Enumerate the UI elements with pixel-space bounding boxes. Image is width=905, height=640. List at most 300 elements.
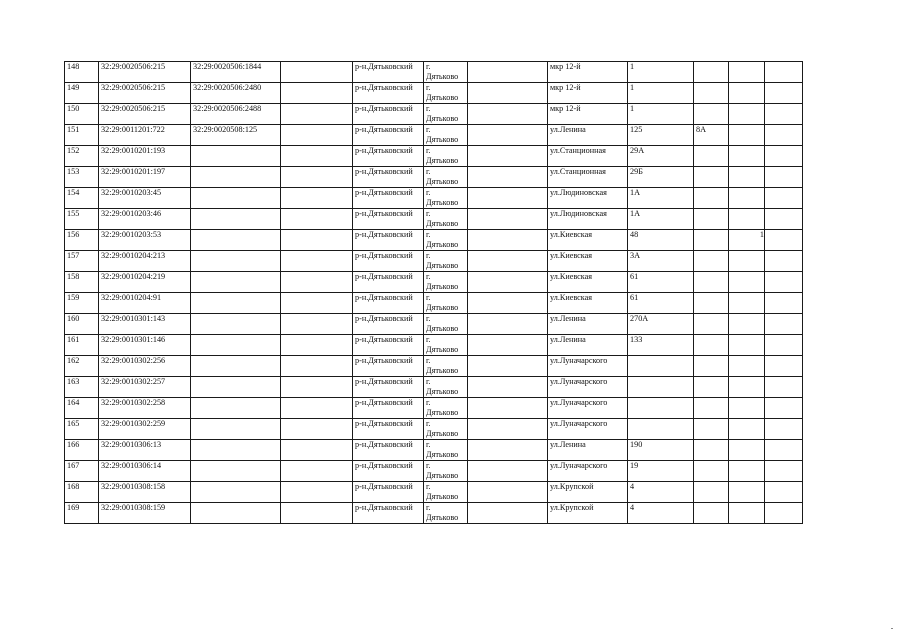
- blank-cell: [765, 398, 803, 419]
- blank-cell: [468, 83, 548, 104]
- city-cell: [424, 377, 468, 398]
- city-name: Дятьково: [426, 449, 459, 459]
- object-cadastral-number: [191, 188, 281, 209]
- cadastral-number: 32:29:0010308:159: [99, 503, 191, 524]
- blank-cell: [281, 230, 353, 251]
- row-number: 168: [65, 482, 99, 503]
- house-number-cell: 61: [628, 272, 694, 293]
- blank-cell: [765, 83, 803, 104]
- cadastral-number: 32:29:0010301:143: [99, 314, 191, 335]
- table-row: [65, 230, 803, 251]
- building-cell: [694, 482, 729, 503]
- house-number-cell: [628, 398, 694, 419]
- cadastral-number: 32:29:0010204:91: [99, 293, 191, 314]
- street-cell: ул.Луначарского: [548, 356, 628, 377]
- city-cell: [424, 83, 468, 104]
- district-cell: р-н.Дятьковский: [353, 188, 424, 209]
- blank-cell: [765, 482, 803, 503]
- table-row: [65, 482, 803, 503]
- table-row: [65, 398, 803, 419]
- extra-cell: [729, 482, 765, 503]
- blank-cell: [468, 293, 548, 314]
- city-prefix: г.: [426, 398, 431, 407]
- city-cell: [424, 503, 468, 524]
- extra-cell: [729, 293, 765, 314]
- table-row: [65, 419, 803, 440]
- blank-cell: [765, 503, 803, 524]
- blank-cell: [468, 482, 548, 503]
- city-prefix: г.: [426, 167, 431, 176]
- street-cell: ул.Ленина: [548, 125, 628, 146]
- object-cadastral-number: [191, 503, 281, 524]
- blank-cell: [765, 419, 803, 440]
- street-cell: ул.Людиновская: [548, 209, 628, 230]
- blank-cell: [468, 503, 548, 524]
- blank-cell: [468, 272, 548, 293]
- city-cell: [424, 251, 468, 272]
- blank-cell: [765, 146, 803, 167]
- row-number: 156: [65, 230, 99, 251]
- object-cadastral-number: [191, 293, 281, 314]
- district-cell: р-н.Дятьковский: [353, 62, 424, 83]
- city-prefix: г.: [426, 377, 431, 386]
- blank-cell: [468, 377, 548, 398]
- street-cell: ул.Станционная: [548, 146, 628, 167]
- city-prefix: г.: [426, 209, 431, 218]
- blank-cell: [765, 461, 803, 482]
- city-prefix: г.: [426, 482, 431, 491]
- city-name: Дятьково: [426, 92, 459, 102]
- city-cell: [424, 398, 468, 419]
- street-cell: ул.Киевская: [548, 251, 628, 272]
- blank-cell: [468, 104, 548, 125]
- building-cell: [694, 188, 729, 209]
- blank-cell: [281, 314, 353, 335]
- city-name: Дятьково: [426, 134, 459, 144]
- district-cell: р-н.Дятьковский: [353, 377, 424, 398]
- table-row: [65, 314, 803, 335]
- building-cell: [694, 293, 729, 314]
- scan-speck: [891, 628, 893, 629]
- house-number-cell: 61: [628, 293, 694, 314]
- extra-cell: [729, 188, 765, 209]
- city-name: Дятьково: [426, 512, 459, 522]
- table-row: [65, 104, 803, 125]
- street-cell: ул.Луначарского: [548, 419, 628, 440]
- blank-cell: [281, 293, 353, 314]
- building-cell: [694, 419, 729, 440]
- row-number: 164: [65, 398, 99, 419]
- blank-cell: [765, 251, 803, 272]
- house-number-cell: [628, 419, 694, 440]
- blank-cell: [468, 230, 548, 251]
- extra-cell: [729, 314, 765, 335]
- row-number: 154: [65, 188, 99, 209]
- city-prefix: г.: [426, 188, 431, 197]
- blank-cell: [765, 125, 803, 146]
- row-number: 153: [65, 167, 99, 188]
- house-number-cell: 4: [628, 482, 694, 503]
- city-name: Дятьково: [426, 176, 459, 186]
- building-cell: [694, 335, 729, 356]
- blank-cell: [281, 104, 353, 125]
- extra-cell: [729, 104, 765, 125]
- city-cell: [424, 482, 468, 503]
- row-number: 149: [65, 83, 99, 104]
- blank-cell: [281, 377, 353, 398]
- building-cell: [694, 146, 729, 167]
- district-cell: р-н.Дятьковский: [353, 419, 424, 440]
- extra-cell: [729, 503, 765, 524]
- cadastral-number: 32:29:0010302:257: [99, 377, 191, 398]
- blank-cell: [468, 398, 548, 419]
- blank-cell: [281, 251, 353, 272]
- cadastral-number: 32:29:0010203:46: [99, 209, 191, 230]
- city-prefix: г.: [426, 419, 431, 428]
- city-name: Дятьково: [426, 344, 459, 354]
- district-cell: р-н.Дятьковский: [353, 314, 424, 335]
- row-number: 148: [65, 62, 99, 83]
- object-cadastral-number: [191, 398, 281, 419]
- object-cadastral-number: [191, 335, 281, 356]
- extra-cell: [729, 440, 765, 461]
- house-number-cell: 1А: [628, 188, 694, 209]
- blank-cell: [281, 356, 353, 377]
- street-cell: ул.Ленина: [548, 335, 628, 356]
- table-row: [65, 293, 803, 314]
- blank-cell: [281, 419, 353, 440]
- cadastral-number: 32:29:0010201:197: [99, 167, 191, 188]
- house-number-cell: 1: [628, 62, 694, 83]
- street-cell: ул.Крупской: [548, 482, 628, 503]
- extra-cell: [729, 209, 765, 230]
- city-cell: [424, 125, 468, 146]
- extra-cell: [729, 83, 765, 104]
- house-number-cell: 125: [628, 125, 694, 146]
- object-cadastral-number: [191, 230, 281, 251]
- extra-cell: [729, 251, 765, 272]
- row-number: 155: [65, 209, 99, 230]
- blank-cell: [468, 335, 548, 356]
- building-cell: [694, 440, 729, 461]
- street-cell: ул.Киевская: [548, 230, 628, 251]
- blank-cell: [765, 209, 803, 230]
- street-cell: ул.Крупской: [548, 503, 628, 524]
- row-number: 167: [65, 461, 99, 482]
- building-cell: [694, 83, 729, 104]
- table-row: [65, 377, 803, 398]
- cadastral-number: 32:29:0010203:45: [99, 188, 191, 209]
- object-cadastral-number: [191, 377, 281, 398]
- blank-cell: [281, 188, 353, 209]
- street-cell: ул.Ленина: [548, 440, 628, 461]
- blank-cell: [281, 335, 353, 356]
- district-cell: р-н.Дятьковский: [353, 104, 424, 125]
- extra-cell: [729, 377, 765, 398]
- blank-cell: [468, 62, 548, 83]
- city-prefix: г.: [426, 440, 431, 449]
- extra-cell: [729, 419, 765, 440]
- district-cell: р-н.Дятьковский: [353, 482, 424, 503]
- cadastral-number: 32:29:0010203:53: [99, 230, 191, 251]
- city-cell: [424, 146, 468, 167]
- blank-cell: [281, 440, 353, 461]
- city-name: Дятьково: [426, 218, 459, 228]
- city-cell: [424, 272, 468, 293]
- city-name: Дятьково: [426, 113, 459, 123]
- row-number: 158: [65, 272, 99, 293]
- cadastral-number: 32:29:0010302:259: [99, 419, 191, 440]
- row-number: 150: [65, 104, 99, 125]
- row-number: 160: [65, 314, 99, 335]
- city-cell: [424, 209, 468, 230]
- blank-cell: [281, 125, 353, 146]
- table-row: [65, 503, 803, 524]
- city-name: Дятьково: [426, 407, 459, 417]
- blank-cell: [468, 209, 548, 230]
- city-name: Дятьково: [426, 365, 459, 375]
- blank-cell: [281, 503, 353, 524]
- blank-cell: [468, 356, 548, 377]
- object-cadastral-number: [191, 482, 281, 503]
- blank-cell: [468, 461, 548, 482]
- house-number-cell: 29Б: [628, 167, 694, 188]
- district-cell: р-н.Дятьковский: [353, 356, 424, 377]
- building-cell: [694, 503, 729, 524]
- row-number: 165: [65, 419, 99, 440]
- house-number-cell: 3А: [628, 251, 694, 272]
- city-cell: [424, 188, 468, 209]
- district-cell: р-н.Дятьковский: [353, 125, 424, 146]
- object-cadastral-number: [191, 146, 281, 167]
- blank-cell: [765, 377, 803, 398]
- blank-cell: [468, 167, 548, 188]
- building-cell: [694, 377, 729, 398]
- city-cell: [424, 356, 468, 377]
- object-cadastral-number: [191, 461, 281, 482]
- street-cell: мкр 12-й: [548, 104, 628, 125]
- city-prefix: г.: [426, 272, 431, 281]
- table-row: [65, 146, 803, 167]
- cadastral-number: 32:29:0010204:213: [99, 251, 191, 272]
- blank-cell: [468, 146, 548, 167]
- street-cell: мкр 12-й: [548, 62, 628, 83]
- building-cell: [694, 104, 729, 125]
- district-cell: р-н.Дятьковский: [353, 272, 424, 293]
- cadastral-number: 32:29:0020506:215: [99, 104, 191, 125]
- building-cell: [694, 251, 729, 272]
- district-cell: р-н.Дятьковский: [353, 251, 424, 272]
- cadastral-number: 32:29:0010302:256: [99, 356, 191, 377]
- city-name: Дятьково: [426, 281, 459, 291]
- city-prefix: г.: [426, 62, 431, 71]
- building-cell: [694, 62, 729, 83]
- city-name: Дятьково: [426, 491, 459, 501]
- object-cadastral-number: [191, 167, 281, 188]
- extra-cell: [729, 62, 765, 83]
- house-number-cell: 1: [628, 104, 694, 125]
- city-prefix: г.: [426, 251, 431, 260]
- city-cell: [424, 419, 468, 440]
- building-cell: [694, 398, 729, 419]
- house-number-cell: 270А: [628, 314, 694, 335]
- extra-cell: [729, 272, 765, 293]
- table-row: [65, 209, 803, 230]
- blank-cell: [281, 398, 353, 419]
- district-cell: р-н.Дятьковский: [353, 209, 424, 230]
- house-number-cell: 29А: [628, 146, 694, 167]
- city-prefix: г.: [426, 83, 431, 92]
- house-number-cell: 4: [628, 503, 694, 524]
- street-cell: ул.Станционная: [548, 167, 628, 188]
- blank-cell: [281, 167, 353, 188]
- city-name: Дятьково: [426, 155, 459, 165]
- cadastral-number: 32:29:0010308:158: [99, 482, 191, 503]
- city-cell: [424, 230, 468, 251]
- table-row: [65, 251, 803, 272]
- house-number-cell: 1А: [628, 209, 694, 230]
- street-cell: ул.Людиновская: [548, 188, 628, 209]
- row-number: 152: [65, 146, 99, 167]
- city-cell: [424, 335, 468, 356]
- building-cell: [694, 230, 729, 251]
- extra-cell: [729, 335, 765, 356]
- house-number-cell: [628, 377, 694, 398]
- extra-cell: [729, 167, 765, 188]
- city-cell: [424, 461, 468, 482]
- blank-cell: [765, 104, 803, 125]
- table-row: [65, 167, 803, 188]
- row-number: 166: [65, 440, 99, 461]
- object-cadastral-number: [191, 272, 281, 293]
- city-name: Дятьково: [426, 239, 459, 249]
- row-number: 159: [65, 293, 99, 314]
- street-cell: ул.Луначарского: [548, 377, 628, 398]
- district-cell: р-н.Дятьковский: [353, 461, 424, 482]
- building-cell: [694, 461, 729, 482]
- house-number-cell: 133: [628, 335, 694, 356]
- building-cell: [694, 209, 729, 230]
- building-cell: [694, 167, 729, 188]
- table-row: [65, 125, 803, 146]
- blank-cell: [765, 230, 803, 251]
- object-cadastral-number: [191, 314, 281, 335]
- blank-cell: [765, 62, 803, 83]
- blank-cell: [468, 251, 548, 272]
- blank-cell: [281, 146, 353, 167]
- city-name: Дятьково: [426, 386, 459, 396]
- city-prefix: г.: [426, 104, 431, 113]
- blank-cell: [281, 83, 353, 104]
- cadastral-number: 32:29:0010204:219: [99, 272, 191, 293]
- street-cell: ул.Луначарского: [548, 461, 628, 482]
- blank-cell: [281, 62, 353, 83]
- object-cadastral-number: 32:29:0020506:2488: [191, 104, 281, 125]
- district-cell: р-н.Дятьковский: [353, 440, 424, 461]
- table-row: [65, 440, 803, 461]
- table-row: [65, 461, 803, 482]
- city-prefix: г.: [426, 146, 431, 155]
- blank-cell: [765, 167, 803, 188]
- city-prefix: г.: [426, 461, 431, 470]
- blank-cell: [765, 335, 803, 356]
- district-cell: р-н.Дятьковский: [353, 335, 424, 356]
- row-number: 169: [65, 503, 99, 524]
- row-number: 163: [65, 377, 99, 398]
- blank-cell: [468, 188, 548, 209]
- blank-cell: [281, 482, 353, 503]
- building-cell: [694, 356, 729, 377]
- object-cadastral-number: [191, 440, 281, 461]
- registry-table: [64, 61, 803, 524]
- house-number-cell: [628, 356, 694, 377]
- object-cadastral-number: [191, 209, 281, 230]
- blank-cell: [765, 440, 803, 461]
- city-name: Дятьково: [426, 71, 459, 81]
- table-row: [65, 188, 803, 209]
- blank-cell: [765, 188, 803, 209]
- blank-cell: [468, 125, 548, 146]
- district-cell: р-н.Дятьковский: [353, 503, 424, 524]
- blank-cell: [468, 419, 548, 440]
- blank-cell: [468, 314, 548, 335]
- house-number-cell: 190: [628, 440, 694, 461]
- street-cell: ул.Луначарского: [548, 398, 628, 419]
- table-row: [65, 335, 803, 356]
- city-prefix: г.: [426, 356, 431, 365]
- row-number: 157: [65, 251, 99, 272]
- city-prefix: г.: [426, 293, 431, 302]
- blank-cell: [765, 314, 803, 335]
- building-cell: 8А: [694, 125, 729, 146]
- extra-cell: 1: [729, 230, 765, 251]
- street-cell: ул.Киевская: [548, 272, 628, 293]
- city-prefix: г.: [426, 314, 431, 323]
- object-cadastral-number: [191, 251, 281, 272]
- blank-cell: [468, 440, 548, 461]
- cadastral-number: 32:29:0010301:146: [99, 335, 191, 356]
- city-prefix: г.: [426, 230, 431, 239]
- object-cadastral-number: 32:29:0020506:2480: [191, 83, 281, 104]
- cadastral-number: 32:29:0020506:215: [99, 83, 191, 104]
- city-prefix: г.: [426, 335, 431, 344]
- table-body: [65, 62, 803, 524]
- extra-cell: [729, 356, 765, 377]
- street-cell: ул.Киевская: [548, 293, 628, 314]
- blank-cell: [281, 209, 353, 230]
- object-cadastral-number: [191, 356, 281, 377]
- row-number: 151: [65, 125, 99, 146]
- city-name: Дятьково: [426, 197, 459, 207]
- street-cell: ул.Ленина: [548, 314, 628, 335]
- house-number-cell: 48: [628, 230, 694, 251]
- row-number: 162: [65, 356, 99, 377]
- cadastral-number: 32:29:0011201:722: [99, 125, 191, 146]
- city-name: Дятьково: [426, 302, 459, 312]
- cadastral-number: 32:29:0010306:13: [99, 440, 191, 461]
- city-name: Дятьково: [426, 260, 459, 270]
- city-name: Дятьково: [426, 428, 459, 438]
- house-number-cell: 19: [628, 461, 694, 482]
- blank-cell: [281, 461, 353, 482]
- city-cell: [424, 62, 468, 83]
- cadastral-number: 32:29:0010201:193: [99, 146, 191, 167]
- blank-cell: [765, 293, 803, 314]
- cadastral-number: 32:29:0010302:258: [99, 398, 191, 419]
- city-name: Дятьково: [426, 470, 459, 480]
- city-prefix: г.: [426, 503, 431, 512]
- building-cell: [694, 314, 729, 335]
